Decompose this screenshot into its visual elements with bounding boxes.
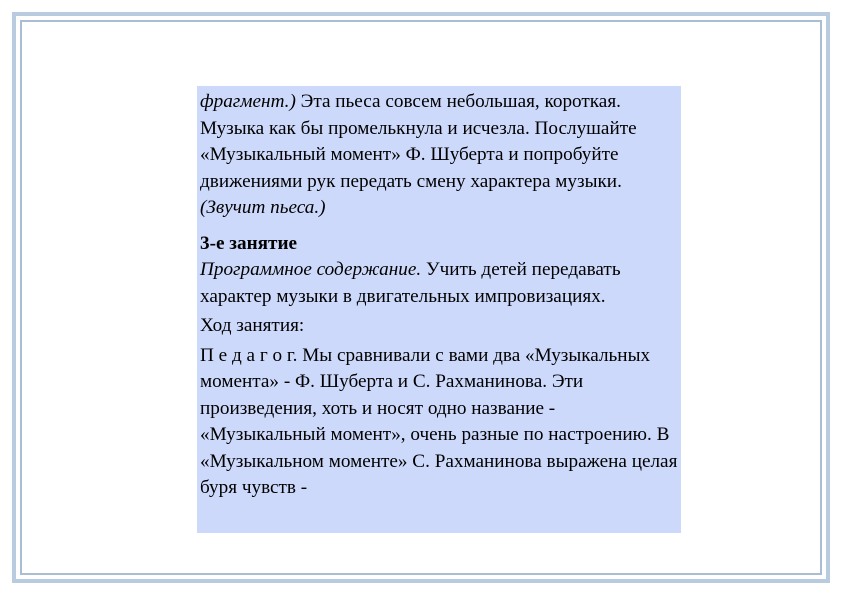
italic-play-note: (Звучит пьеса.) [200, 197, 326, 218]
paragraph-lesson-course: Ход занятия: [200, 315, 305, 336]
paragraph-teacher: П е д а г о г. Мы сравнивали с вами два «Музыкальных момента» - Ф. Шуберта и С. Рахманинова. Эти произведения, хоть и носят одно название - «Музыкальный момент», очень разные по настроению. В «Музыкальном моменте» С. Рахманинова выражена целая буря чувств - [200, 344, 678, 498]
paragraph-intro-text: Эта пьеса совсем небольшая, короткая. Музыка как бы промелькнула и исчезла. Послушайте «Музыкальный момент» Ф. Шуберта и попробуйте движениями рук передать смену характера музыки. [200, 91, 637, 192]
program-label: Программное содержание. [200, 259, 422, 280]
italic-fragment: фрагмент.) [200, 91, 296, 112]
paragraph-program-text: Учить детей передавать характер музыки в двигательных импровизациях. [200, 259, 621, 307]
lesson-heading: 3-е занятие [200, 232, 298, 254]
text-block [197, 86, 681, 533]
paragraph-intro [200, 89, 678, 222]
paragraph-program [200, 257, 678, 310]
